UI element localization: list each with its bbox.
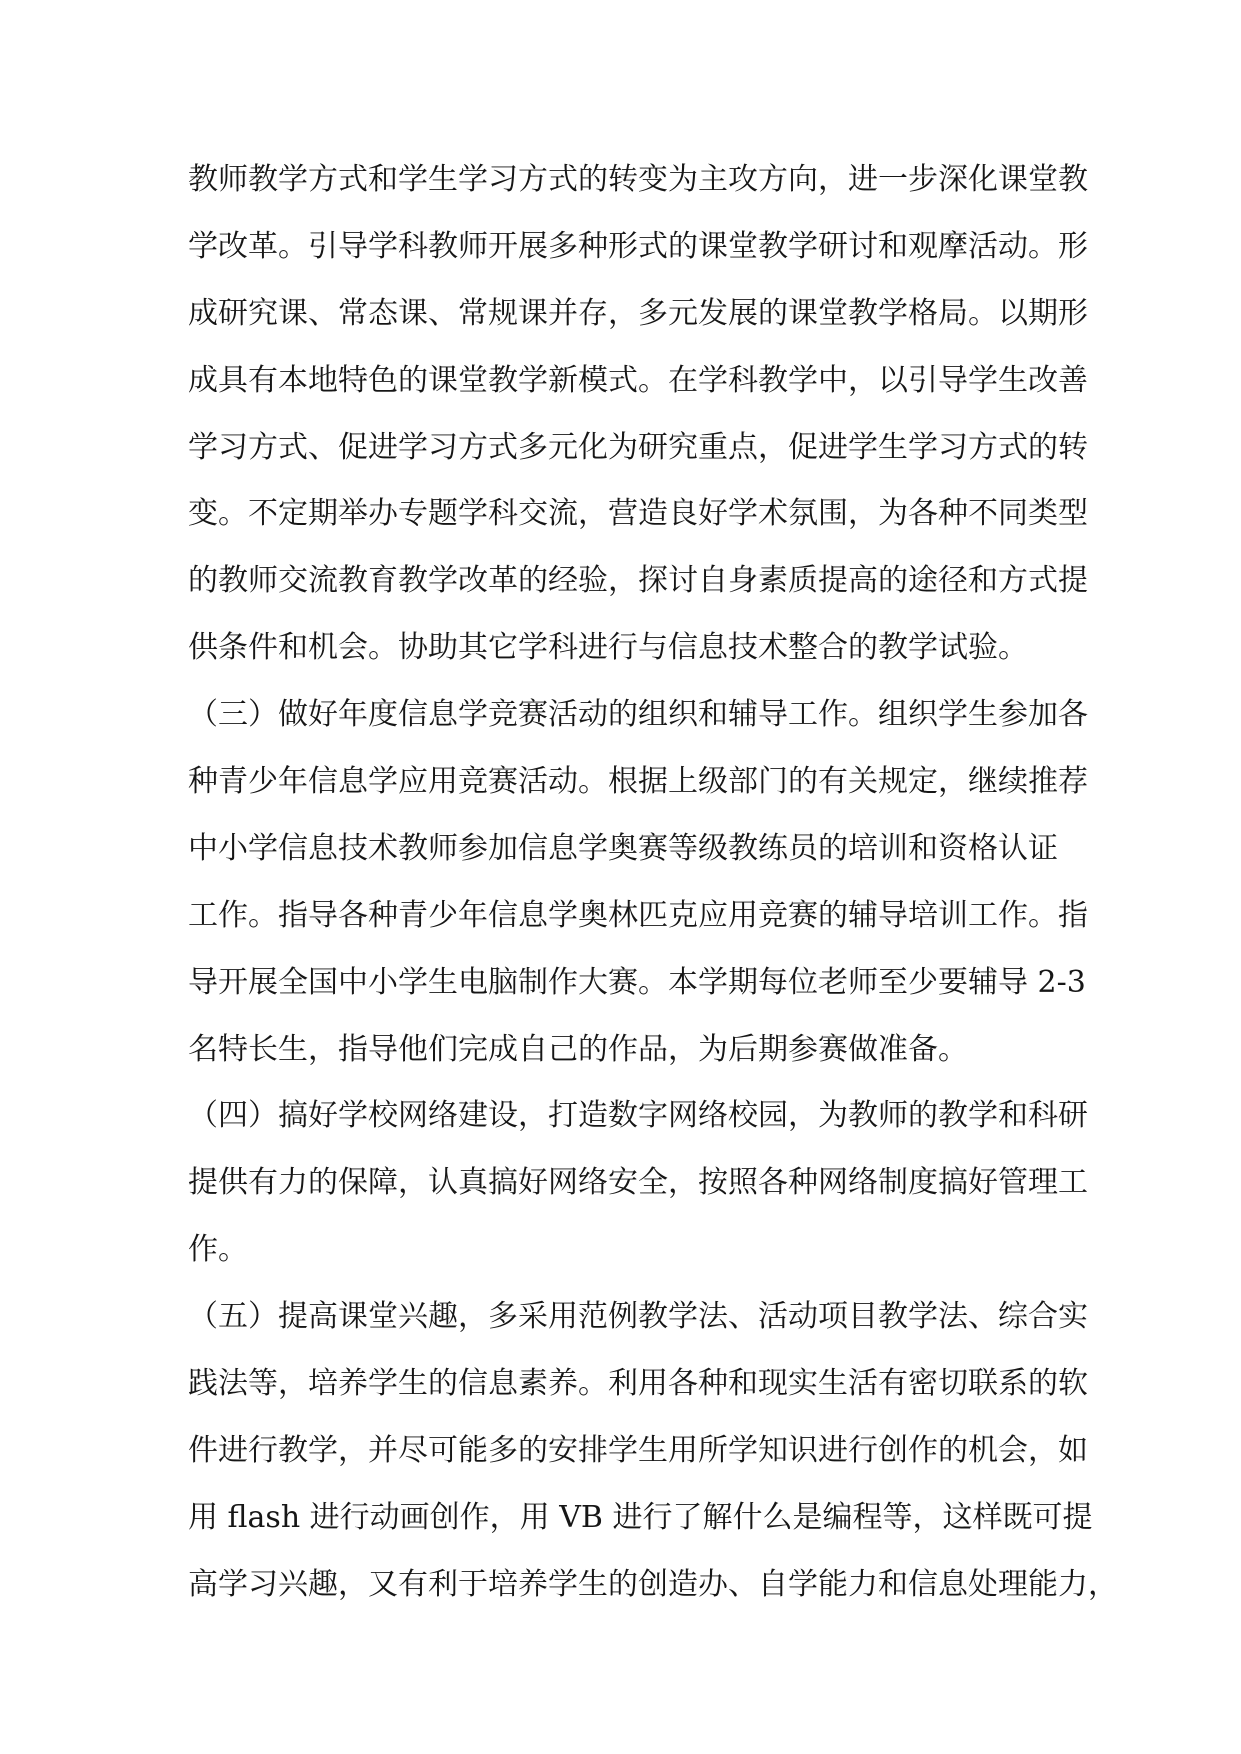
text-line: 变。不定期举办专题学科交流，营造良好学术氛围，为各种不同类型	[188, 496, 1088, 532]
text-line: 名特长生，指导他们完成自己的作品，为后期参赛做准备。	[188, 1031, 968, 1067]
body-text	[188, 147, 1118, 1619]
text-line: 成研究课、常态课、常规课并存，多元发展的课堂教学格局。以期形	[188, 295, 1088, 331]
text-line: 供条件和机会。协助其它学科进行与信息技术整合的教学试验。	[188, 630, 1028, 666]
text-line: 学改革。引导学科教师开展多种形式的课堂教学研讨和观摩活动。形	[188, 228, 1088, 264]
text-line: 的教师交流教育教学改革的经验，探讨自身素质提高的途径和方式提	[188, 563, 1088, 599]
text-line: 践法等，培养学生的信息素养。利用各种和现实生活有密切联系的软	[188, 1366, 1088, 1402]
text-line: （四）搞好学校网络建设，打造数字网络校园，为教师的教学和科研	[188, 1098, 1088, 1134]
text-line: 工作。指导各种青少年信息学奥林匹克应用竞赛的辅导培训工作。指	[188, 897, 1088, 933]
text-line: 中小学信息技术教师参加信息学奥赛等级教练员的培训和资格认证	[188, 830, 1058, 866]
text-line: 用 flash 进行动画创作，用 VB 进行了解什么是编程等，这样既可提	[188, 1499, 1093, 1535]
text-line: 成具有本地特色的课堂教学新模式。在学科教学中，以引导学生改善	[188, 362, 1088, 398]
text-line: 高学习兴趣，又有利于培养学生的创造办、自学能力和信息处理能力，	[188, 1566, 1118, 1602]
text-line: 导开展全国中小学生电脑制作大赛。本学期每位老师至少要辅导 2-3	[188, 964, 1086, 1000]
text-line: 学习方式、促进学习方式多元化为研究重点，促进学生学习方式的转	[188, 429, 1088, 465]
text-line: （三）做好年度信息学竞赛活动的组织和辅导工作。组织学生参加各	[188, 697, 1088, 733]
text-line: 教师教学方式和学生学习方式的转变为主攻方向，进一步深化课堂教	[188, 162, 1088, 197]
text-line: 种青少年信息学应用竞赛活动。根据上级部门的有关规定，继续推荐	[188, 764, 1088, 800]
text-line: 作。	[188, 1232, 248, 1268]
text-line: （五）提高课堂兴趣，多采用范例教学法、活动项目教学法、综合实	[188, 1299, 1088, 1335]
text-line: 提供有力的保障，认真搞好网络安全，按照各种网络制度搞好管理工	[188, 1165, 1088, 1201]
text-line: 件进行教学，并尽可能多的安排学生用所学知识进行创作的机会，如	[188, 1432, 1088, 1468]
